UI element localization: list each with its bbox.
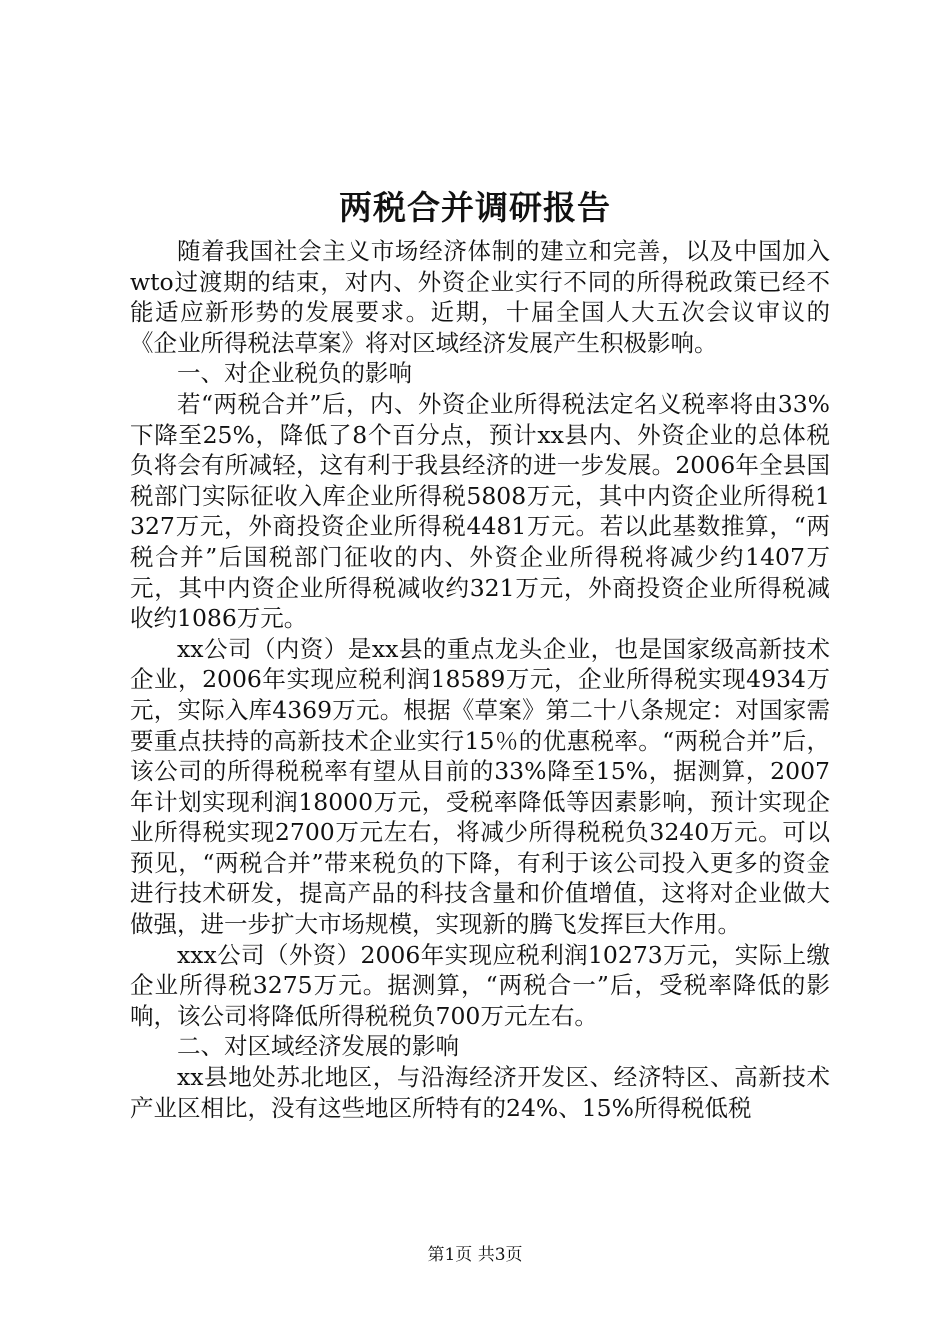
paragraph-foreign-company: xxx公司（外资）2006年实现应税利润10273万元，实际上缴企业所得税3275万元。据测算，“两税合一”后，受税率降低的影响，该公司将降低所得税税负700万元左右。 <box>130 940 830 1030</box>
document-title: 两税合并调研报告 <box>339 188 611 227</box>
paragraph-regional-economy: xx县地处苏北地区，与沿海经济开发区、经济特区、高新技术产业区相比，没有这些地区所特有的24%、15%所得税低税 <box>130 1063 830 1122</box>
paragraph-tax-burden: 若“两税合并”后，内、外资企业所得税法定名义税率将由33%下降至25%，降低了8个百分点，预计xx县内、外资企业的总体税负将会有所减轻，这有利于我县经济的进一步发展。2006年全县国税部门实际征收入库企业所得税5808万元，其中内资企业所得税1327万元，外商投资企业所得税4481万元。若以此基数推算，“两税合并”后国税部门征收的内、外资企业所得税将减少约1407万元，其中内资企业所得税减收约321万元，外商投资企业所得税减收约1086万元。 <box>130 389 830 633</box>
paragraph-domestic-company: xx公司（内资）是xx县的重点龙头企业，也是国家级高新技术企业，2006年实现应税利润18589万元，企业所得税实现4934万元，实际入库4369万元。根据《草案》第二十八条规定：对国家需要重点扶持的高新技术企业实行15％的优惠税率。“两税合并”后，该公司的所得税税率有望从目前的33%降至15%，据测算，2007年计划实现利润18000万元，受税率降低等因素影响，预计实现企业所得税实现2700万元左右，将减少所得税税负3240万元。可以预见，“两税合并”带来税负的下降，有利于该公司投入更多的资金进行技术研发，提高产品的科技含量和价值增值，这将对企业做大做强，进一步扩大市场规模，实现新的腾飞发挥巨大作用。 <box>130 634 830 939</box>
document-body <box>130 236 830 1123</box>
section-heading-1: 一、对企业税负的影响 <box>177 359 412 388</box>
section-heading-2: 二、对区域经济发展的影响 <box>177 1032 459 1061</box>
page-number-footer: 第1页 共3页 <box>427 1245 523 1265</box>
paragraph-intro: 随着我国社会主义市场经济体制的建立和完善，以及中国加入wto过渡期的结束，对内、外资企业实行不同的所得税政策已经不能适应新形势的发展要求。近期，十届全国人大五次会议审议的《企业所得税法草案》将对区域经济发展产生积极影响。 <box>130 237 830 357</box>
